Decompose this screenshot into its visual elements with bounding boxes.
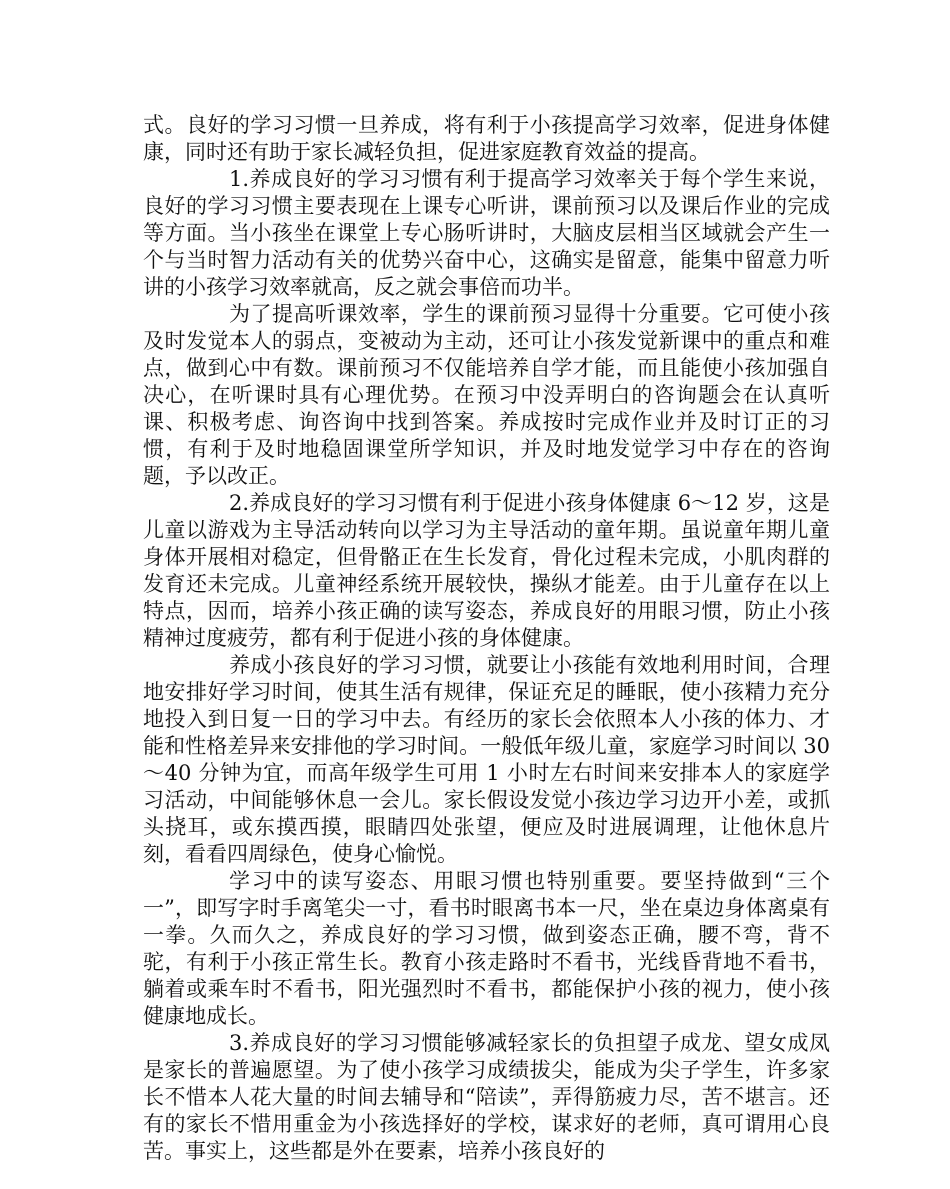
paragraph-2: 1.养成良好的学习习惯有利于提高学习效率关于每个学生来说，良好的学习习惯主要表现在上课专心听讲，课前预习以及课后作业的完成等方面。当小孩坐在课堂上专心肠听讲时，大脑皮层相当区域就会产生一个与当时智力活动有关的优势兴奋中心，这确实是留意，能集中留意力听讲的小孩学习效率就高，反之就会事倍而功半。: [143, 167, 830, 299]
paragraph-1: 式。良好的学习习惯一旦养成，将有利于小孩提高学习效率，促进身体健康，同时还有助于家长减轻负担，促进家庭教育效益的提高。: [143, 113, 830, 164]
document-page: [143, 112, 830, 1165]
paragraph-3: 为了提高听课效率，学生的课前预习显得十分重要。它可使小孩及时发觉本人的弱点，变被动为主动，还可让小孩发觉新课中的重点和难点，做到心中有数。课前预习不仅能培养自学才能，而且能使小孩加强自决心，在听课时具有心理优势。在预习中没弄明白的咨询题会在认真听课、积极考虑、询咨询中找到答案。养成按时完成作业并及时订正的习惯，有利于及时地稳固课堂所学知识，并及时地发觉学习中存在的咨询题，予以改正。: [143, 302, 830, 488]
paragraph-5: 养成小孩良好的学习习惯，就要让小孩能有效地利用时间，合理地安排好学习时间，使其生活有规律，保证充足的睡眠，使小孩精力充分地投入到日复一日的学习中去。有经历的家长会依照本人小孩的体力、才能和性格差异来安排他的学习时间。一般低年级儿童，家庭学习时间以 30～40 分钟为宜，而高年级学生可用 1 小时左右时间来安排本人的家庭学习活动，中间能够休息一会儿。家长假设发觉小孩边学习边开小差，或抓头挠耳，或东摸西摸，眼睛四处张望，便应及时进展调理，让他休息片刻，看看四周绿色，使身心愉悦。: [143, 653, 830, 866]
paragraph-4: 2.养成良好的学习习惯有利于促进小孩身体健康 6～12 岁，这是儿童以游戏为主导活动转向以学习为主导活动的童年期。虽说童年期儿童身体开展相对稳定，但骨骼正在生长发育，骨化过程未完成，小肌肉群的发育还未完成。儿童神经系统开展较快，操纵才能差。由于儿童存在以上特点，因而，培养小孩正确的读写姿态，养成良好的用眼习惯，防止小孩精神过度疲劳，都有利于促进小孩的身体健康。: [143, 491, 830, 650]
paragraph-6: 学习中的读写姿态、用眼习惯也特别重要。要坚持做到“三个一”，即写字时手离笔尖一寸，看书时眼离书本一尺，坐在桌边身体离桌有一拳。久而久之，养成良好的学习习惯，做到姿态正确，腰不弯，背不驼，有利于小孩正常生长。教育小孩走路时不看书，光线昏背地不看书，躺着或乘车时不看书，阳光强烈时不看书，都能保护小孩的视力，使小孩健康地成长。: [143, 869, 830, 1028]
paragraph-7: 3.养成良好的学习习惯能够减轻家长的负担望子成龙、望女成凤是家长的普遍愿望。为了使小孩学习成绩拔尖，能成为尖子学生，许多家长不惜本人花大量的时间去辅导和“陪读”，弄得筋疲力尽，苦不堪言。还有的家长不惜用重金为小孩选择好的学校，谋求好的老师，真可谓用心良苦。事实上，这些都是外在要素，培养小孩良好的: [143, 1031, 830, 1163]
